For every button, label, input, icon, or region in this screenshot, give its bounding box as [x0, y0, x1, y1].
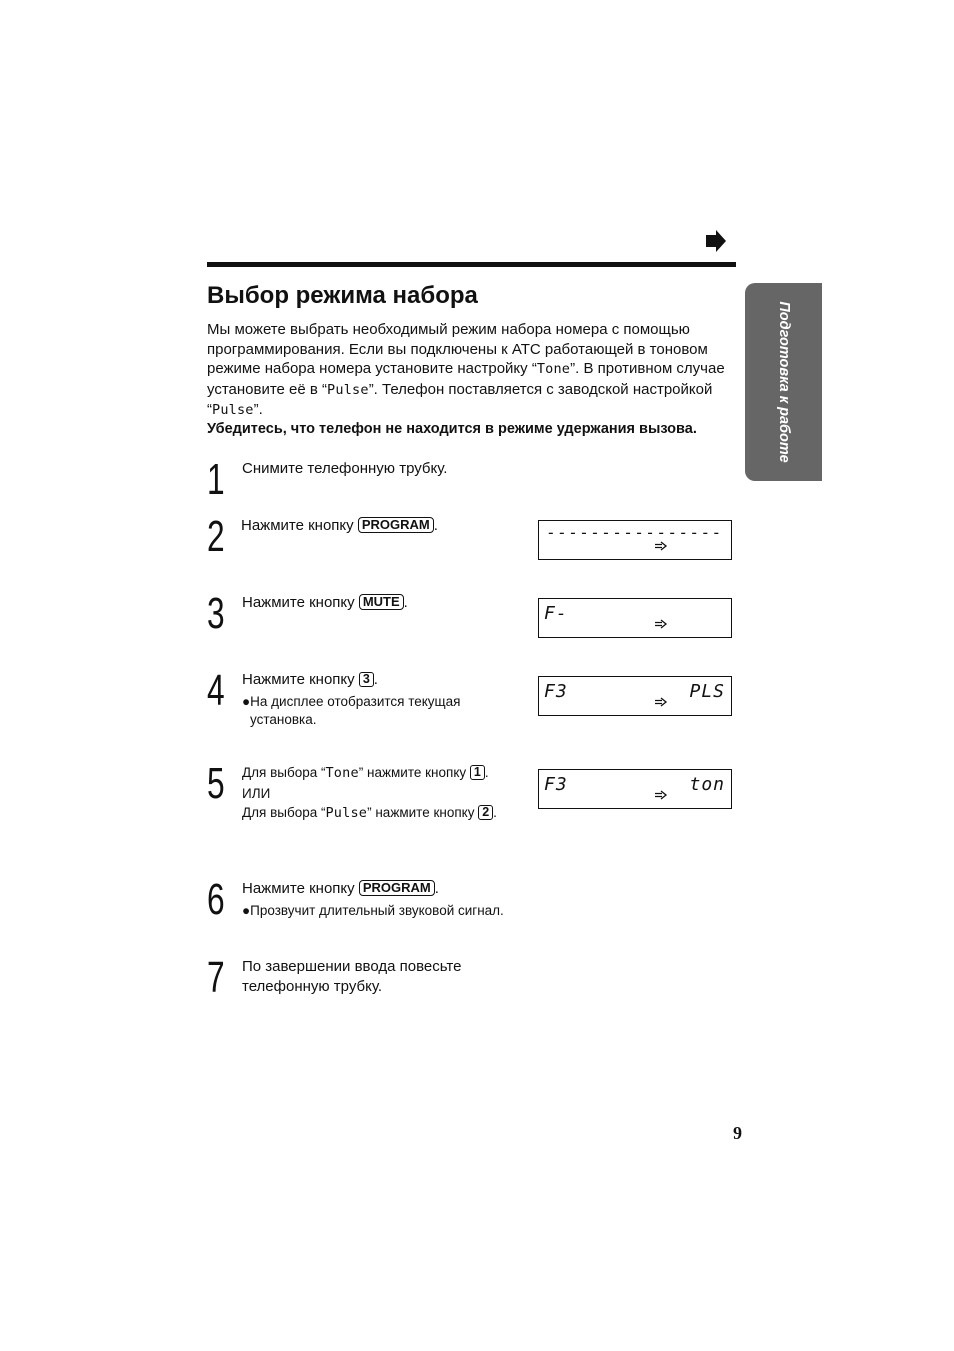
pulse-label: Pulse	[325, 805, 368, 821]
lcd-display	[538, 676, 732, 716]
lcd-left-text: ----------------	[546, 523, 723, 542]
program-key: PROGRAM	[358, 517, 434, 533]
program-key: PROGRAM	[359, 880, 435, 896]
step-number: 1	[207, 455, 225, 504]
arrow-indicator-icon	[654, 541, 668, 551]
step-text: Для выбора “Pulse” нажмите кнопку 2 .	[242, 805, 497, 821]
mute-key: MUTE	[359, 594, 404, 610]
lcd-right-text: PLS	[689, 681, 725, 702]
tone-label: Tone	[325, 765, 359, 781]
step-block	[242, 670, 532, 729]
step-number: 5	[207, 759, 225, 808]
lcd-left-text: F3	[544, 681, 568, 702]
step-number: 7	[207, 953, 225, 1002]
step-number: 2	[207, 512, 225, 561]
step-block	[242, 879, 532, 920]
arrow-indicator-icon	[654, 619, 668, 629]
page-title: Выбор режима набора	[207, 282, 478, 309]
key-1: 1	[470, 765, 485, 780]
step-block	[242, 763, 532, 824]
warning-note: Убедитесь, что телефон не находится в режиме удержания вызова.	[207, 421, 697, 437]
lcd-right-text: ton	[689, 774, 725, 795]
or-label: ИЛИ	[242, 785, 271, 801]
step-text: Нажмите кнопку PROGRAM .	[242, 880, 439, 897]
step-number: 6	[207, 875, 225, 924]
lcd-display	[538, 769, 732, 809]
arrow-indicator-icon	[654, 790, 668, 800]
step-note: ●На дисплее отобразится текущая установка.	[242, 693, 461, 727]
key-2: 2	[478, 805, 493, 820]
step-number: 3	[207, 589, 225, 638]
section-tab-label: Подготовка к работе	[775, 301, 792, 463]
step-text: Нажмите кнопку PROGRAM .	[241, 517, 438, 534]
page-number: 9	[733, 1123, 742, 1143]
step-text: По завершении ввода повесьте телефонную трубку.	[242, 958, 462, 995]
step-text: Нажмите кнопку MUTE .	[242, 594, 408, 611]
pulse-label: Pulse	[327, 381, 369, 398]
section-tab	[745, 283, 822, 481]
right-arrow-icon	[705, 230, 727, 252]
intro-paragraph: Мы можете выбрать необходимый режим набора номера с помощью программирования. Если вы подключены к АТС работающей в тоновом режиме набора номера установите настройку “Tone”. В противном случае установите её в “Pulse”. Телефон поставляется с заводской настройкой “Pulse”.	[207, 321, 725, 418]
step-number: 4	[207, 666, 225, 715]
pulse-label: Pulse	[212, 402, 254, 418]
header-rule	[207, 262, 736, 267]
tone-label: Tone	[536, 361, 571, 377]
arrow-indicator-icon	[654, 697, 668, 707]
key-3: 3	[359, 672, 374, 687]
lcd-left-text: F-	[544, 603, 568, 624]
lcd-display	[538, 520, 732, 560]
step-text: Снимите телефонную трубку.	[242, 460, 448, 477]
step-note: ●Прозвучит длительный звуковой сигнал.	[242, 902, 504, 918]
lcd-display	[538, 598, 732, 638]
step-text: Нажмите кнопку 3 .	[242, 671, 378, 688]
lcd-left-text: F3	[544, 774, 568, 795]
step-text: Для выбора “Tone” нажмите кнопку 1 .	[242, 765, 489, 781]
